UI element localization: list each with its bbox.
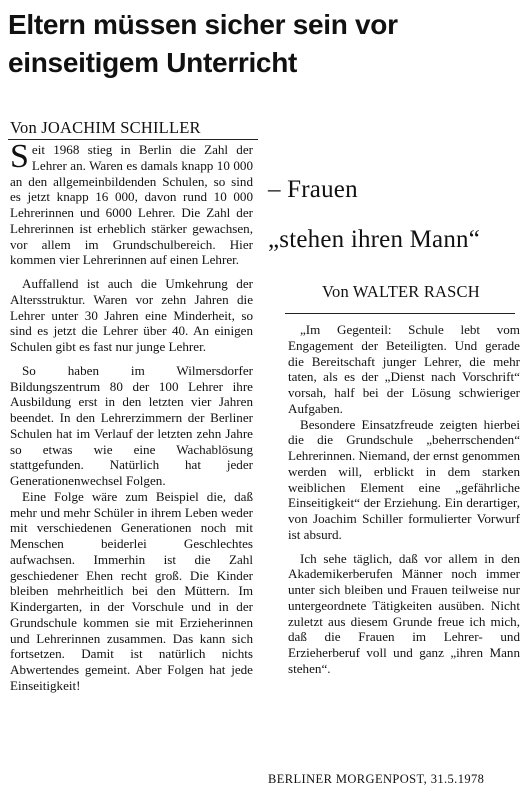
article1-paragraph: So haben im Wilmersdorfer Bildungszentrum 80 der 100 Lehrer ihre Ausbildung erst in den letzten vier Jahren beendet. In den Lehrerzimmern der Berliner Schulen hat im Verlauf der letzten zehn Jahre so etwas wie eine Wachablösung stattgefunden. Natürlich hat jeder Generationenwechsel Folgen. [10,362,253,488]
article1-headline: Eltern müssen sicher sein vor einseitigem Unterricht [8,9,398,78]
article2-paragraph: „Im Gegenteil: Schule lebt vom Engagement der Beteiligten. Und gerade die Bereitschaft junger Lehrer, die mehr taten, als es der „Dienst nach Vorschrift“ vorsah, half bei der Lösung schwieriger Aufgaben. [288,322,520,416]
byline-rule-left [8,139,258,140]
article1-paragraph: Eine Folge wäre zum Beispiel die, daß mehr und mehr Schüler in ihrem Leben weder mit verschiedenen Generationen noch mit Menschen beiderlei Geschlechtes aufwachsen. Immerhin ist die Zahl geschiedener Ehen recht groß. Die Kinder bleiben mehrheitlich bei den Müttern. Im Kindergarten, in der Vorschule und in der Grundschule kommen sie mit Erzieherinnen und Lehrerinnen zusammen. Das kann sich fortsetzen. Damit ist natürlich nichts Abwertendes gemeint. Aber Folgen hat jede Einseitigkeit! [10,488,253,693]
article2-headline-line2: „stehen ihren Mann“ [268,226,481,253]
article1-byline: Von JOACHIM SCHILLER [10,118,201,137]
article1-paragraph: Seit 1968 stieg in Berlin die Zahl der Lehrer an. Waren es damals knapp 10 000 an den allgemeinbildenden Schulen, so sind es jetzt knapp 16 000, davon rund 10 000 Lehrerinnen und 6000 Lehrer. Die Zahl der Lehrerinnen ist erheblich stärker gewachsen, vor allem im Grundschulbereich. Hier kommen vier Lehrerinnen auf einen Lehrer. [10,138,253,268]
article1-paragraph: Auffallend ist auch die Umkehrung der Altersstruktur. Waren vor zehn Jahren die Lehrer unter 30 Jahren eine Minderheit, so sind es jetzt die Lehrer über 40. An einigen Schulen gibt es fast nur junge Lehrer. [10,276,253,354]
article2-headline-line1: – Frauen [268,176,358,203]
article1-body [10,138,253,694]
dropcap-letter: S [10,138,29,175]
article2-paragraph: Ich sehe täglich, daß vor allem in den Akademikerberufen Männer noch immer unter sich bleiben und Frauen teilweise nur untergeordnete Tätigkeiten ausüben. Nicht zuletzt aus diesem Grunde freue ich mich, daß die Frauen im Lehrer- und Erzieherberuf voll und ganz „ihren Mann stehen“. [288,550,520,676]
source-line: BERLINER MORGENPOST, 31.5.1978 [268,772,485,786]
article2-body [288,322,520,677]
article2-paragraph: Besondere Einsatzfreude zeigten hierbei die die Grundschule „beherrschenden“ Lehrerinnen. Niemand, der ernst genommen werden will, erblickt in dem starken weiblichen Element eine „gefährliche Einseitigkeit“ der Erziehung. Ein derartiger, von Joachim Schiller formulierter Vorwurf ist absurd. [288,416,520,542]
byline-rule-right [285,313,515,314]
article2-byline: Von WALTER RASCH [322,282,480,301]
